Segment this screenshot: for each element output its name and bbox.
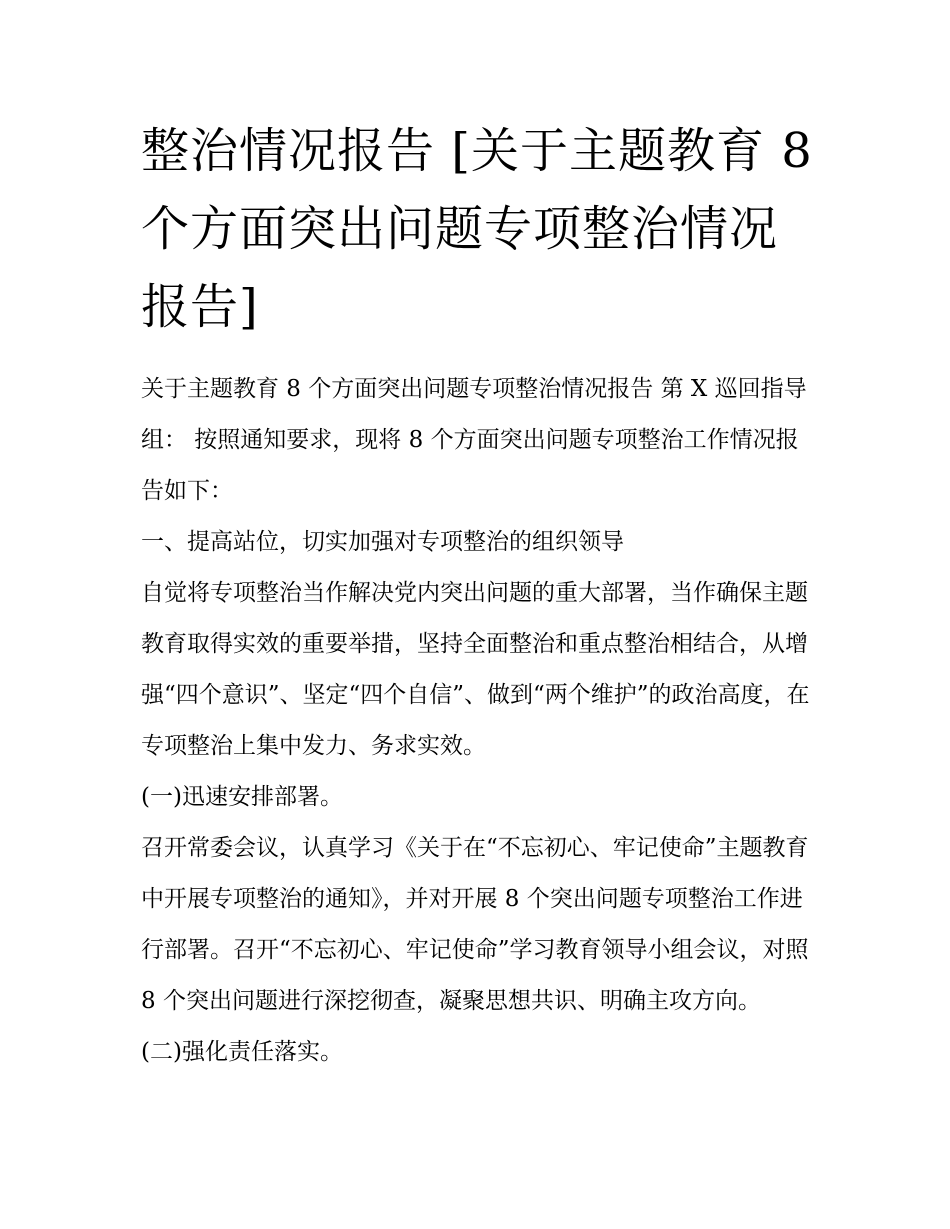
subsection-1-paragraph: 召开常委会议，认真学习《关于在“不忘初心、牢记使命”主题教育中开展专项整治的通知》，并对开展 8 个突出问题专项整治工作进行部署。召开“不忘初心、牢记使命”学习教育领导小组会议，对照 8 个突出问题进行深挖彻查，凝聚思想共识、明确主攻方向。: [141, 835, 809, 1014]
intro-paragraph: 关于主题教育 8 个方面突出问题专项整治情况报告 第 X 巡回指导组： 按照通知要求，现将 8 个方面突出问题专项整治工作情况报告如下：: [141, 376, 807, 504]
section-heading-1: 一、提高站位，切实加强对专项整治的组织领导: [141, 529, 624, 555]
section-1-paragraph: 自觉将专项整治当作解决党内突出问题的重大部署，当作确保主题教育取得实效的重要举措，坚持全面整治和重点整治相结合，从增强“四个意识”、坚定“四个自信”、做到“两个维护”的政治高度，在专项整治上集中发力、务求实效。: [141, 580, 810, 759]
document-title: 整治情况报告 [关于主题教育 8 个方面突出问题专项整治情况报告]: [141, 123, 813, 335]
document-body: [141, 364, 821, 1078]
subsection-heading-2: (二)强化责任落实。: [141, 1039, 343, 1065]
subsection-heading-1: (一)迅速安排部署。: [141, 784, 343, 810]
document-page: [141, 112, 821, 1078]
